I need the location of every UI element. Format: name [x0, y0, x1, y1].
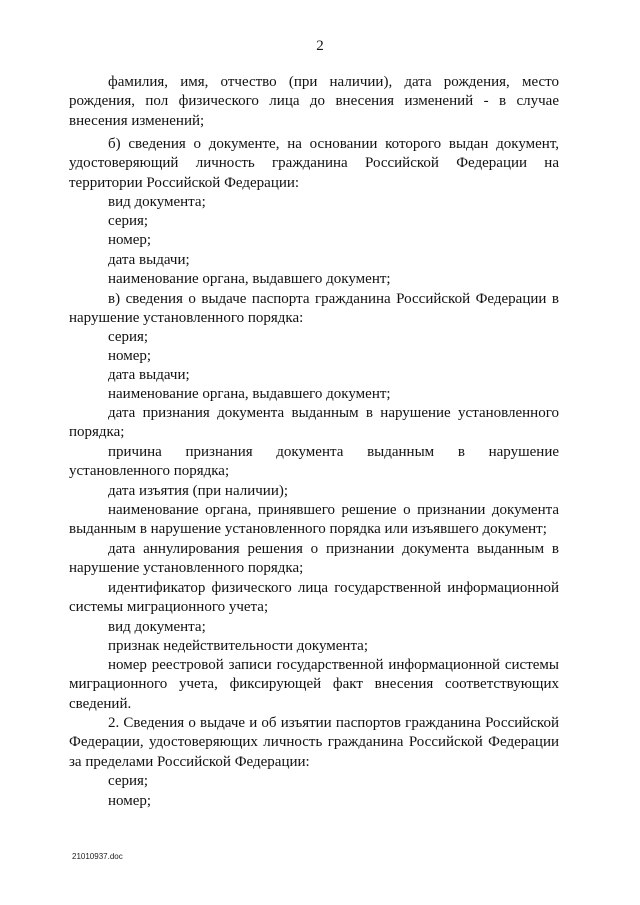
paragraph-full-name: фамилия, имя, отчество (при наличии), дата рождения, место рождения, пол физического лица до внесения изменений - в случае внесения изменений; [69, 74, 559, 129]
page-number: 2 [316, 38, 324, 54]
list-item: номер; [108, 793, 152, 809]
list-item: вид документа; [108, 619, 206, 635]
list-item: дата изъятия (при наличии); [108, 483, 289, 499]
list-item: серия; [108, 213, 149, 229]
list-item: вид документа; [108, 194, 206, 210]
list-item: дата аннулирования решения о признании документа выданным в нарушение установленного порядка; [69, 541, 559, 577]
paragraph-2-foreign-passports: 2. Сведения о выдаче и об изъятии паспортов гражданина Российской Федерации, удостоверяющих личность гражданина Российской Федерации за пределами Российской Федерации: [69, 715, 559, 770]
list-item: признак недействительности документа; [108, 638, 369, 654]
list-item: наименование органа, выдавшего документ; [108, 271, 391, 287]
list-item: номер; [108, 348, 152, 364]
list-item: причина признания документа выданным в нарушение установленного порядка; [69, 444, 559, 480]
document-file-name: 21010937.doc [72, 852, 123, 861]
list-item: номер; [108, 232, 152, 248]
list-item: наименование органа, выдавшего документ; [108, 386, 391, 402]
paragraph-v-passport-info: в) сведения о выдаче паспорта гражданина Российской Федерации в нарушение установленного порядка: [69, 291, 559, 327]
paragraph-b-document-info: б) сведения о документе, на основании которого выдан документ, удостоверяющий личность гражданина Российской Федерации на территории Российской Федерации: [69, 136, 559, 191]
list-item: наименование органа, принявшего решение о признании документа выданным в нарушение установленного порядка или изъявшего документ; [69, 502, 559, 538]
list-item: номер реестровой записи государственной информационной системы миграционного учета, фиксирующей факт внесения соответствующих сведений. [69, 657, 559, 712]
list-item: идентификатор физического лица государственной информационной системы миграционного учета; [69, 580, 559, 616]
list-item: дата признания документа выданным в нарушение установленного порядка; [69, 405, 559, 441]
list-item: серия; [108, 773, 149, 789]
list-item: дата выдачи; [108, 252, 190, 268]
list-item: серия; [108, 329, 149, 345]
list-item: дата выдачи; [108, 367, 190, 383]
